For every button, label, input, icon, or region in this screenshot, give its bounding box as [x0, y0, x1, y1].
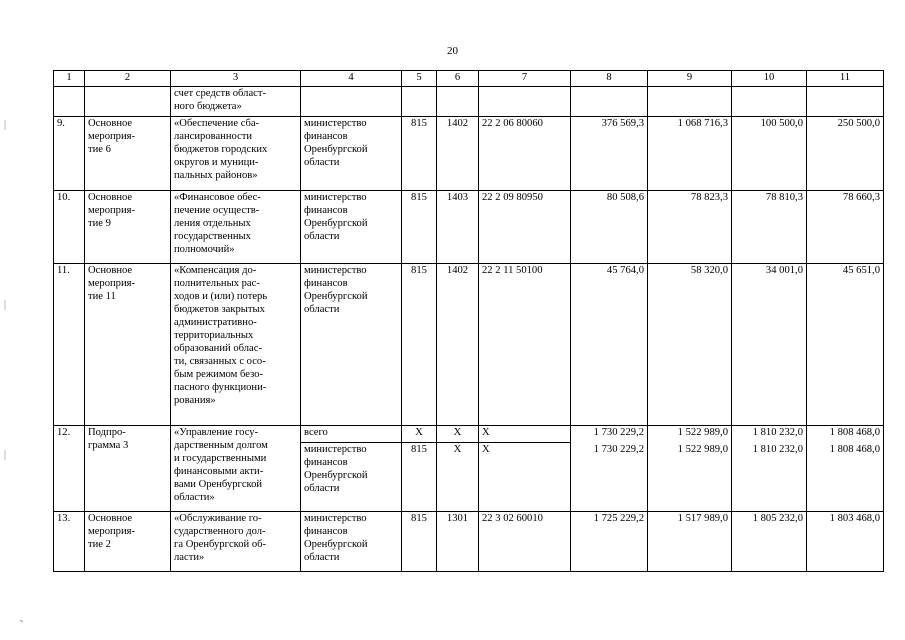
target-code [479, 87, 571, 117]
executor: министерство финансов Оренбургской области [301, 191, 402, 264]
amount-col-9: 58 320,0 [648, 264, 732, 426]
executor: министерство финансов Оренбургской области [301, 512, 402, 572]
executor: министерство финансов Оренбургской области [301, 443, 402, 512]
row-number: 11. [54, 264, 85, 426]
item-title: «Управление госу- дарственным долгом и государственными финансовыми акти- вами Оренбургской области» [171, 426, 301, 512]
amount-col-8: 80 508,6 [571, 191, 648, 264]
target-code: X [479, 443, 571, 512]
amount-col-10: 1 805 232,0 [732, 512, 807, 572]
header-cell: 7 [479, 71, 571, 87]
header-cell: 8 [571, 71, 648, 87]
amount-col-10: 78 810,3 [732, 191, 807, 264]
table-row [54, 426, 884, 443]
header-cell: 9 [648, 71, 732, 87]
executor [301, 87, 402, 117]
grbs-code: X [402, 426, 437, 443]
table-row [54, 512, 884, 572]
amount-col-9: 1 522 989,0 [648, 426, 732, 443]
amount-col-10: 1 810 232,0 [732, 426, 807, 443]
amount-col-11: 250 500,0 [807, 117, 884, 191]
amount-col-11: 1 808 468,0 [807, 443, 884, 512]
grbs-code: 815 [402, 117, 437, 191]
table-row [54, 264, 884, 426]
row-number: 9. [54, 117, 85, 191]
amount-col-11: 45 651,0 [807, 264, 884, 426]
row-number: 12. [54, 426, 85, 512]
amount-col-10 [732, 87, 807, 117]
amount-col-8: 1 725 229,2 [571, 512, 648, 572]
item-title: счет средств област- ного бюджета» [171, 87, 301, 117]
amount-col-9: 1 522 989,0 [648, 443, 732, 512]
executor: министерство финансов Оренбургской области [301, 264, 402, 426]
amount-col-9: 1 517 989,0 [648, 512, 732, 572]
amount-col-10: 100 500,0 [732, 117, 807, 191]
row-number: 10. [54, 191, 85, 264]
amount-col-8: 1 730 229,2 [571, 426, 648, 443]
item-title: «Компенсация до- полнительных рас- ходов и (или) потерь бюджетов закрытых административно- территориальных образований облас- ти, связанных с осо- бым режимом безо- пасного функциони- рования» [171, 264, 301, 426]
table-row [54, 87, 884, 117]
grbs-code: 815 [402, 443, 437, 512]
item-type: Основное мероприя- тие 11 [85, 264, 171, 426]
item-type: Основное мероприя- тие 2 [85, 512, 171, 572]
header-cell: 4 [301, 71, 402, 87]
amount-col-8: 45 764,0 [571, 264, 648, 426]
target-code: 22 3 02 60010 [479, 512, 571, 572]
header-cell: 5 [402, 71, 437, 87]
amount-col-11: 78 660,3 [807, 191, 884, 264]
item-title: «Финансовое обес- печение осуществ- ления отдельных государственных полномочий» [171, 191, 301, 264]
header-cell: 10 [732, 71, 807, 87]
amount-col-8 [571, 87, 648, 117]
amount-col-8: 1 730 229,2 [571, 443, 648, 512]
amount-col-10: 34 001,0 [732, 264, 807, 426]
section-code [437, 87, 479, 117]
section-code: 1301 [437, 512, 479, 572]
target-code: 22 2 09 80950 [479, 191, 571, 264]
item-title: «Обслуживание го- сударственного дол- га Оренбургской об- ласти» [171, 512, 301, 572]
amount-col-9: 1 068 716,3 [648, 117, 732, 191]
scan-tick [20, 620, 23, 622]
amount-col-11: 1 808 468,0 [807, 426, 884, 443]
table-row [54, 191, 884, 264]
item-type: Основное мероприя- тие 9 [85, 191, 171, 264]
header-cell: 11 [807, 71, 884, 87]
header-cell: 6 [437, 71, 479, 87]
table-row [54, 117, 884, 191]
amount-col-9: 78 823,3 [648, 191, 732, 264]
amount-col-9 [648, 87, 732, 117]
item-type: Основное мероприя- тие 6 [85, 117, 171, 191]
executor: министерство финансов Оренбургской области [301, 117, 402, 191]
row-number [54, 87, 85, 117]
amount-col-10: 1 810 232,0 [732, 443, 807, 512]
item-type: Подпро- грамма 3 [85, 426, 171, 512]
item-title: «Обеспечение сба- лансированности бюджетов городских округов и муници- пальных районов» [171, 117, 301, 191]
amount-col-11: 1 803 468,0 [807, 512, 884, 572]
section-code: X [437, 426, 479, 443]
section-code: X [437, 443, 479, 512]
row-number: 13. [54, 512, 85, 572]
header-cell: 2 [85, 71, 171, 87]
budget-table [53, 70, 884, 572]
section-code: 1403 [437, 191, 479, 264]
header-cell: 1 [54, 71, 85, 87]
target-code: 22 2 11 50100 [479, 264, 571, 426]
amount-col-11 [807, 87, 884, 117]
header-row [54, 71, 884, 87]
item-type [85, 87, 171, 117]
section-code: 1402 [437, 264, 479, 426]
executor: всего [301, 426, 402, 443]
grbs-code [402, 87, 437, 117]
grbs-code: 815 [402, 264, 437, 426]
grbs-code: 815 [402, 512, 437, 572]
page-number: 20 [447, 45, 458, 57]
amount-col-8: 376 569,3 [571, 117, 648, 191]
section-code: 1402 [437, 117, 479, 191]
grbs-code: 815 [402, 191, 437, 264]
target-code: 22 2 06 80060 [479, 117, 571, 191]
target-code: X [479, 426, 571, 443]
header-cell: 3 [171, 71, 301, 87]
